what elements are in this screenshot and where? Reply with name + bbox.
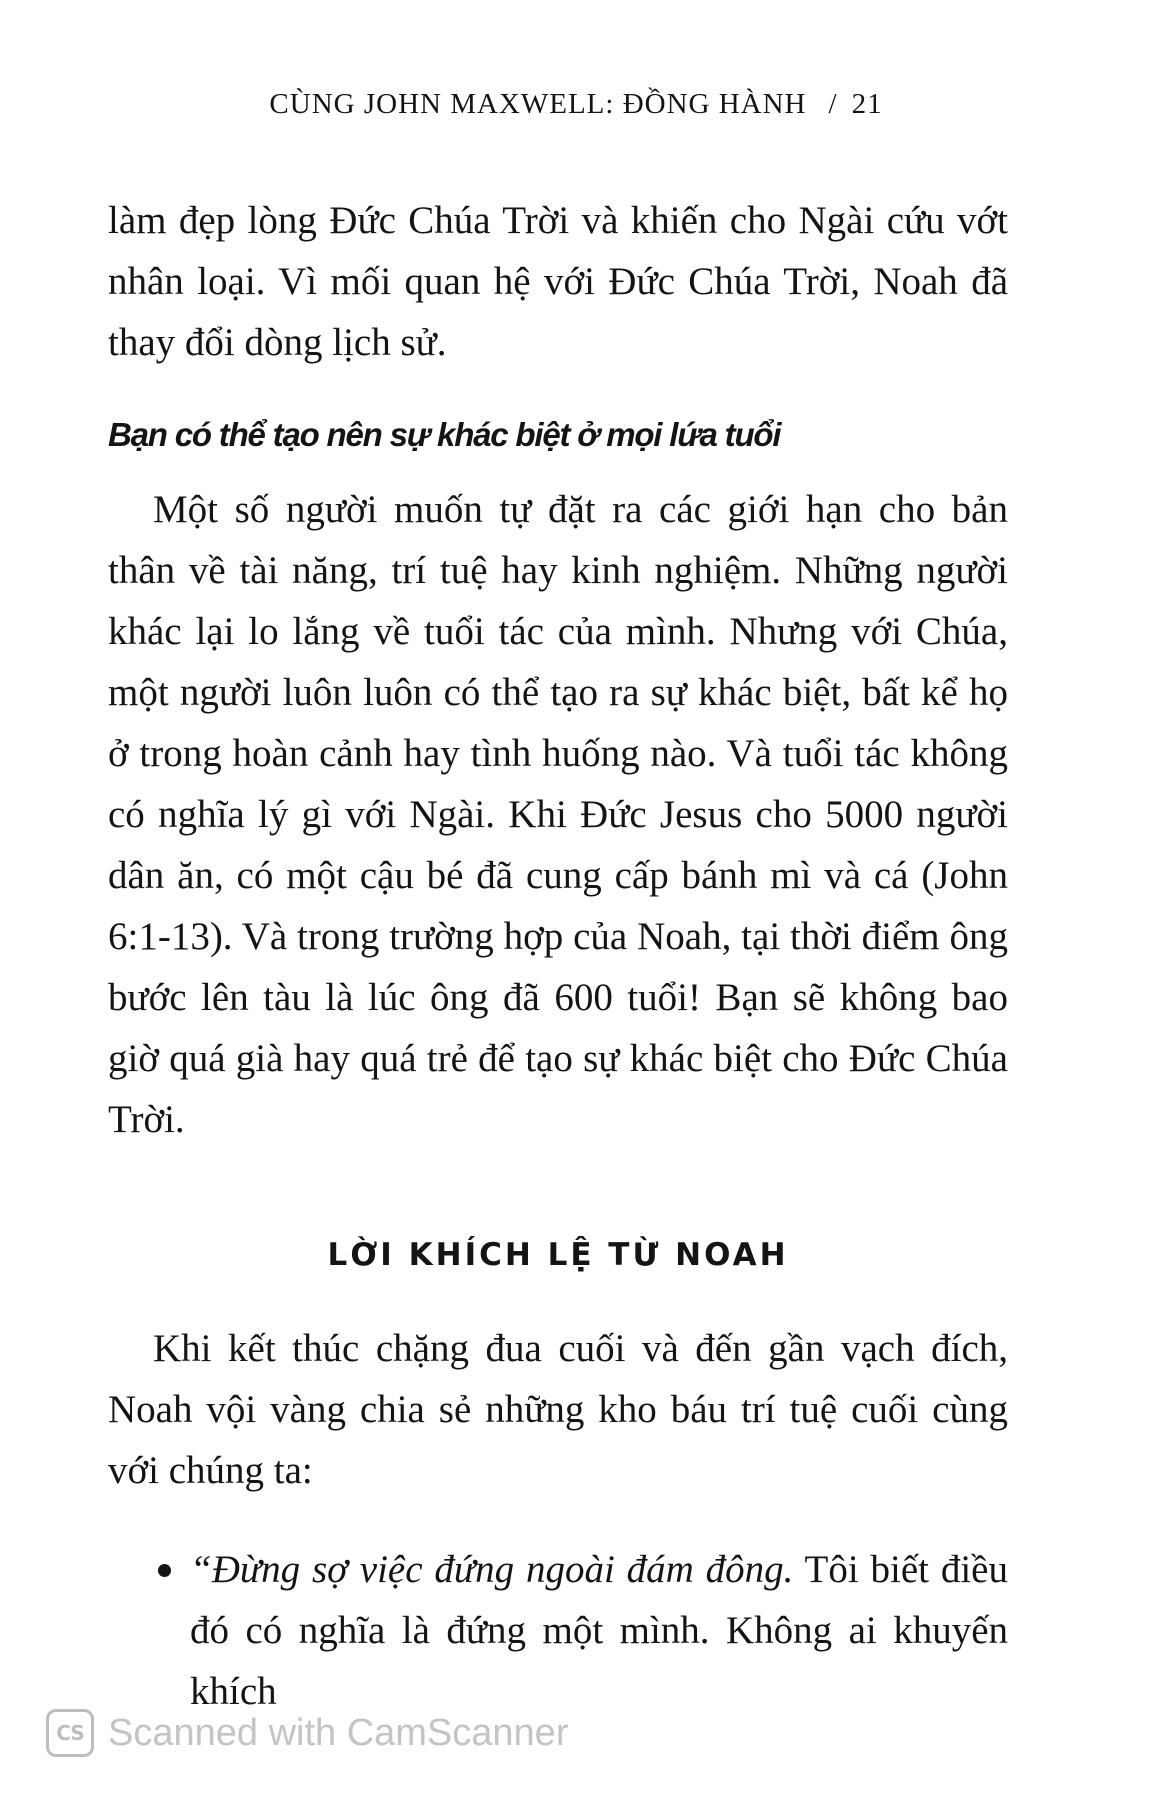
bullet-icon (158, 1564, 171, 1577)
running-header (0, 88, 1152, 121)
header-separator: / (828, 88, 838, 120)
bullet-italic-text: “Đừng sợ việc đứng ngoài đám đông. (190, 1548, 794, 1591)
subheading: Bạn có thể tạo nên sự khác biệt ở mọi lứa tuổi (108, 416, 781, 453)
camscanner-watermark (46, 1706, 568, 1760)
page-number: 21 (851, 88, 883, 120)
watermark-text: Scanned with CamScanner (108, 1711, 569, 1754)
paragraph-intro: Khi kết thúc chặng đua cuối và đến gần vạch đích, Noah vội vàng chia sẻ những kho báu trí tuệ cuối cùng với chúng ta: (108, 1327, 1008, 1492)
camscanner-logo-icon: CS (46, 1709, 94, 1757)
bullet-regular-text: Tôi biết điều đó có nghĩa là đứng một mình. Không ai khuyến khích (190, 1548, 1008, 1713)
paragraph-age: Một số người muốn tự đặt ra các giới hạn cho bản thân về tài năng, trí tuệ hay kinh nghiệm. Những người khác lại lo lắng về tuổi tác của mình. Nhưng với Chúa, một người luôn luôn có thể tạo ra sự khác biệt, bất kể họ ở trong hoàn cảnh hay tình huống nào. Và tuổi tác không có nghĩa lý gì với Ngài. Khi Đức Jesus cho 5000 người dân ăn, có một cậu bé đã cung cấp bánh mì và cá (John 6:1-13). Và trong trường hợp của Noah, tại thời điểm ông bước lên tàu là lúc ông đã 600 tuổi! Bạn sẽ không bao giờ quá già hay quá trẻ để tạo sự khác biệt cho Đức Chúa Trời. (108, 488, 1008, 1141)
page-content (108, 190, 1008, 1722)
advice-list (108, 1539, 1008, 1722)
running-title: CÙNG JOHN MAXWELL: ĐỒNG HÀNH (269, 88, 807, 120)
list-item (108, 1539, 1008, 1722)
paragraph-continuation: làm đẹp lòng Đức Chúa Trời và khiến cho Ngài cứu vớt nhân loại. Vì mối quan hệ với Đức Chúa Trời, Noah đã thay đổi dòng lịch sử. (108, 199, 1008, 364)
section-title: LỜI KHÍCH LỆ TỪ NOAH (327, 1237, 789, 1273)
